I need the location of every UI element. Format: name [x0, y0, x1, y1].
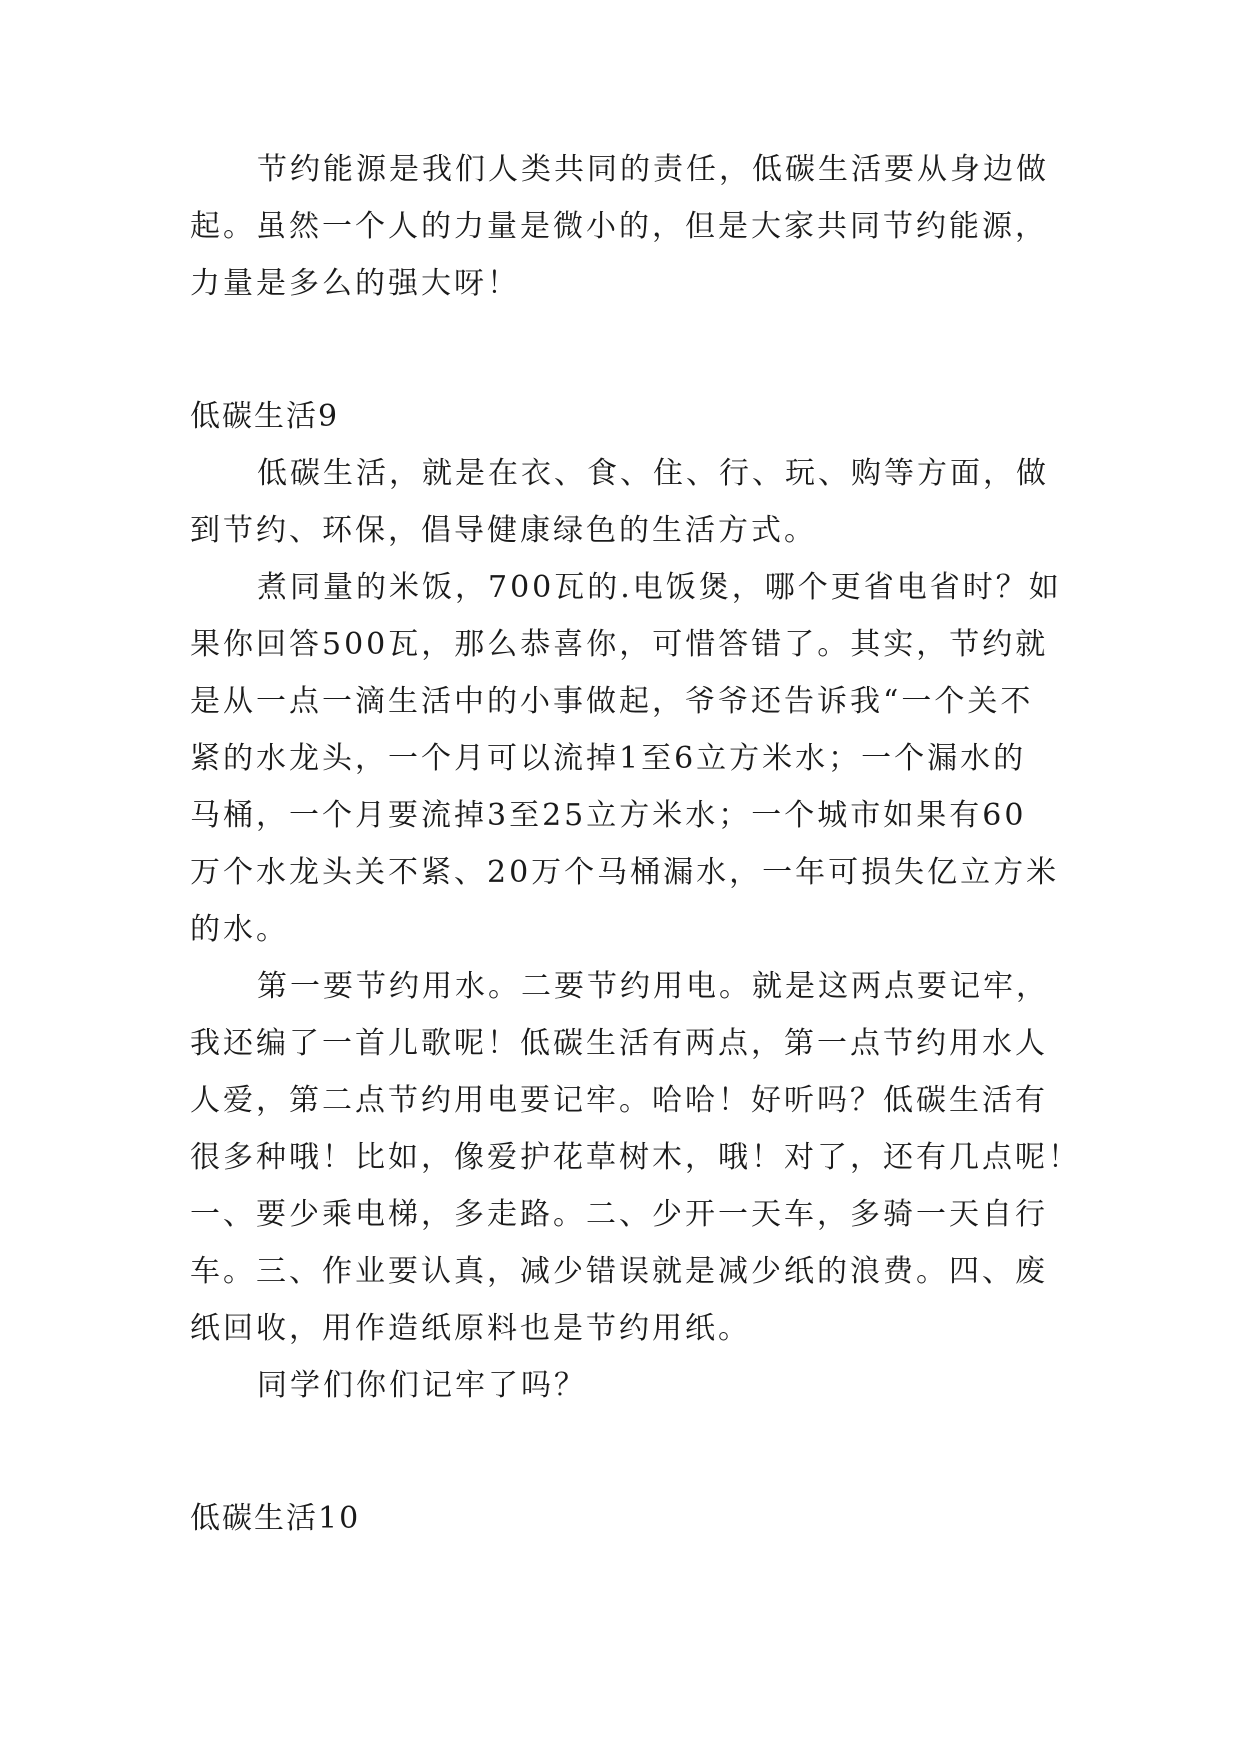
paragraph-line: 第一要节约用水。二要节约用电。就是这两点要记牢，: [257, 969, 1049, 1004]
paragraph-line: 人爱，第二点节约用电要记牢。哈哈！好听吗？低碳生活有: [190, 1083, 1048, 1118]
paragraph-line: 力量是多么的强大呀！: [190, 266, 520, 301]
paragraph-line: 同学们你们记牢了吗？: [257, 1368, 587, 1403]
paragraph-line: 的水。: [190, 912, 289, 947]
paragraph-line: 节约能源是我们人类共同的责任，低碳生活要从身边做: [257, 152, 1049, 187]
paragraph-line: 到节约、环保，倡导健康绿色的生活方式。: [190, 513, 817, 548]
paragraph-line: 我还编了一首儿歌呢！低碳生活有两点，第一点节约用水人: [190, 1026, 1048, 1061]
paragraph-line: 低碳生活，就是在衣、食、住、行、玩、购等方面，做: [257, 456, 1049, 491]
section-heading: 低碳生活9: [190, 399, 340, 434]
paragraph-line: 煮同量的米饭，700瓦的.电饭煲，哪个更省电省时？如: [257, 570, 1062, 605]
paragraph-line: 万个水龙头关不紧、20万个马桶漏水，一年可损失亿立方米: [190, 855, 1060, 890]
paragraph-line: 很多种哦！比如，像爱护花草树木，哦！对了，还有几点呢！: [190, 1140, 1081, 1175]
paragraph-line: 果你回答500瓦，那么恭喜你，可惜答错了。其实，节约就: [190, 627, 1049, 662]
paragraph-line: 车。三、作业要认真，减少错误就是减少纸的浪费。四、废: [190, 1254, 1048, 1289]
paragraph-line: 紧的水龙头，一个月可以流掉1至6立方米水；一个漏水的: [190, 741, 1027, 776]
paragraph-line: 马桶，一个月要流掉3至25立方米水；一个城市如果有60: [190, 798, 1027, 833]
paragraph-line: 一、要少乘电梯，多走路。二、少开一天车，多骑一天自行: [190, 1197, 1048, 1232]
section-heading: 低碳生活10: [190, 1501, 361, 1536]
paragraph-line: 起。虽然一个人的力量是微小的，但是大家共同节约能源，: [190, 209, 1048, 244]
paragraph-line: 纸回收，用作造纸原料也是节约用纸。: [190, 1311, 751, 1346]
paragraph-line: 是从一点一滴生活中的小事做起，爷爷还告诉我“一个关不: [190, 684, 1034, 719]
